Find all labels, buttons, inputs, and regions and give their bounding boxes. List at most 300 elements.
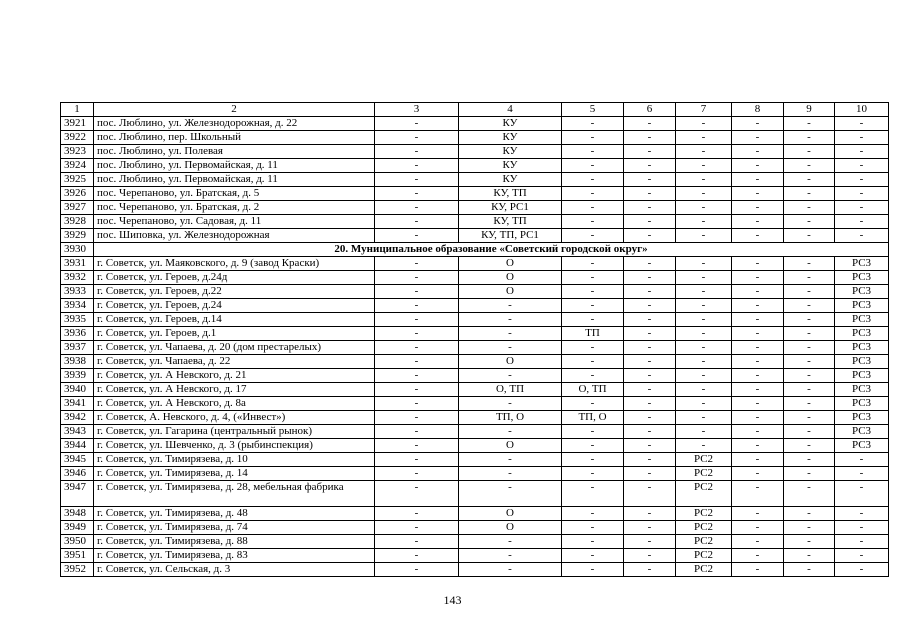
value-cell: -	[624, 257, 676, 271]
value-cell: -	[375, 187, 459, 201]
address-cell: пос. Черепаново, ул. Братская, д. 5	[94, 187, 375, 201]
address-cell: г. Советск, ул. Тимирязева, д. 74	[94, 521, 375, 535]
row-number-cell: 3948	[61, 507, 94, 521]
row-number-cell: 3930	[61, 243, 94, 257]
value-cell: О, ТП	[562, 383, 624, 397]
table-row	[61, 369, 889, 383]
value-cell: -	[835, 467, 889, 481]
value-cell: -	[732, 535, 784, 549]
value-cell: -	[835, 215, 889, 229]
value-cell: -	[375, 439, 459, 453]
value-cell: -	[375, 117, 459, 131]
value-cell: -	[624, 355, 676, 369]
value-cell: -	[732, 313, 784, 327]
value-cell: -	[732, 159, 784, 173]
value-cell: РС2	[676, 535, 732, 549]
table-row	[61, 285, 889, 299]
value-cell: -	[784, 187, 835, 201]
value-cell: -	[676, 257, 732, 271]
value-cell: -	[375, 271, 459, 285]
table-row	[61, 313, 889, 327]
row-number-cell: 3923	[61, 145, 94, 159]
value-cell: -	[624, 535, 676, 549]
value-cell: -	[624, 453, 676, 467]
value-cell: -	[459, 397, 562, 411]
value-cell: РС3	[835, 257, 889, 271]
value-cell: -	[732, 481, 784, 507]
value-cell: РС3	[835, 299, 889, 313]
value-cell: -	[835, 563, 889, 577]
value-cell: -	[784, 411, 835, 425]
value-cell: -	[784, 369, 835, 383]
value-cell: -	[562, 299, 624, 313]
value-cell: -	[732, 173, 784, 187]
value-cell: -	[562, 549, 624, 563]
table-row	[61, 439, 889, 453]
value-cell: -	[835, 535, 889, 549]
row-number-cell: 3943	[61, 425, 94, 439]
value-cell: -	[624, 369, 676, 383]
value-cell: РС2	[676, 563, 732, 577]
value-cell: -	[562, 159, 624, 173]
value-cell: О	[459, 355, 562, 369]
address-cell: г. Советск, ул. Сельская, д. 3	[94, 563, 375, 577]
table-row	[61, 425, 889, 439]
value-cell: -	[732, 285, 784, 299]
value-cell: -	[676, 187, 732, 201]
row-number-cell: 3942	[61, 411, 94, 425]
value-cell: -	[784, 563, 835, 577]
value-cell: -	[732, 439, 784, 453]
value-cell: -	[375, 355, 459, 369]
value-cell: -	[562, 397, 624, 411]
table-row	[61, 341, 889, 355]
value-cell: -	[732, 467, 784, 481]
value-cell: -	[624, 425, 676, 439]
value-cell: -	[676, 299, 732, 313]
value-cell: -	[676, 201, 732, 215]
row-number-cell: 3922	[61, 131, 94, 145]
value-cell: -	[375, 467, 459, 481]
value-cell: -	[562, 453, 624, 467]
address-cell: пос. Люблино, ул. Железнодорожная, д. 22	[94, 117, 375, 131]
address-cell: пос. Черепаново, ул. Садовая, д. 11	[94, 215, 375, 229]
value-cell: РС2	[676, 453, 732, 467]
value-cell: -	[375, 313, 459, 327]
table-row	[61, 131, 889, 145]
value-cell: -	[784, 507, 835, 521]
value-cell: О	[459, 507, 562, 521]
value-cell: -	[459, 549, 562, 563]
row-number-cell: 3938	[61, 355, 94, 369]
column-header: 2	[94, 103, 375, 117]
value-cell: -	[562, 425, 624, 439]
value-cell: -	[784, 481, 835, 507]
value-cell: -	[676, 439, 732, 453]
value-cell: -	[624, 467, 676, 481]
value-cell: РС2	[676, 521, 732, 535]
row-number-cell: 3925	[61, 173, 94, 187]
value-cell: РС2	[676, 549, 732, 563]
table-row	[61, 327, 889, 341]
value-cell: -	[624, 159, 676, 173]
value-cell: ТП, О	[562, 411, 624, 425]
value-cell: КУ	[459, 117, 562, 131]
value-cell: -	[624, 439, 676, 453]
value-cell: -	[562, 229, 624, 243]
value-cell: КУ, РС1	[459, 201, 562, 215]
value-cell: ТП, О	[459, 411, 562, 425]
column-header: 10	[835, 103, 889, 117]
address-cell: г. Советск, А. Невского, д. 4, («Инвест»)	[94, 411, 375, 425]
value-cell: -	[732, 131, 784, 145]
value-cell: -	[835, 507, 889, 521]
address-cell: г. Советск, ул. Героев, д.1	[94, 327, 375, 341]
value-cell: -	[562, 341, 624, 355]
value-cell: -	[784, 397, 835, 411]
address-cell: г. Советск, ул. Героев, д.22	[94, 285, 375, 299]
value-cell: -	[375, 285, 459, 299]
column-header: 1	[61, 103, 94, 117]
value-cell: -	[784, 229, 835, 243]
value-cell: -	[624, 145, 676, 159]
address-cell: г. Советск, ул. Тимирязева, д. 10	[94, 453, 375, 467]
value-cell: -	[562, 187, 624, 201]
table-row	[61, 187, 889, 201]
value-cell: -	[562, 215, 624, 229]
value-cell: -	[375, 521, 459, 535]
value-cell: О	[459, 257, 562, 271]
value-cell: -	[784, 327, 835, 341]
table-row	[61, 453, 889, 467]
value-cell: -	[732, 341, 784, 355]
value-cell: -	[624, 383, 676, 397]
value-cell: -	[732, 327, 784, 341]
address-cell: г. Советск, ул. А Невского, д. 8а	[94, 397, 375, 411]
column-header: 6	[624, 103, 676, 117]
value-cell: -	[784, 299, 835, 313]
value-cell: -	[676, 131, 732, 145]
row-number-cell: 3931	[61, 257, 94, 271]
value-cell: -	[784, 355, 835, 369]
value-cell: -	[375, 507, 459, 521]
value-cell: -	[459, 327, 562, 341]
value-cell: -	[676, 173, 732, 187]
row-number-cell: 3933	[61, 285, 94, 299]
value-cell: -	[624, 299, 676, 313]
address-cell: г. Советск, ул. Героев, д.24д	[94, 271, 375, 285]
value-cell: -	[676, 327, 732, 341]
value-cell: -	[732, 145, 784, 159]
value-cell: РС3	[835, 355, 889, 369]
table-row	[61, 355, 889, 369]
row-number-cell: 3949	[61, 521, 94, 535]
table-row	[61, 145, 889, 159]
value-cell: -	[459, 467, 562, 481]
value-cell: -	[835, 549, 889, 563]
address-cell: пос. Люблино, ул. Первомайская, д. 11	[94, 159, 375, 173]
value-cell: -	[562, 369, 624, 383]
table-row	[61, 549, 889, 563]
row-number-cell: 3946	[61, 467, 94, 481]
address-cell: г. Советск, ул. Тимирязева, д. 14	[94, 467, 375, 481]
value-cell: -	[562, 481, 624, 507]
value-cell: КУ	[459, 131, 562, 145]
table-row	[61, 383, 889, 397]
value-cell: -	[835, 131, 889, 145]
address-cell: г. Советск, ул. А Невского, д. 21	[94, 369, 375, 383]
value-cell: -	[784, 257, 835, 271]
value-cell: -	[676, 341, 732, 355]
value-cell: -	[676, 145, 732, 159]
value-cell: -	[676, 411, 732, 425]
value-cell: -	[562, 467, 624, 481]
value-cell: -	[676, 425, 732, 439]
value-cell: -	[562, 355, 624, 369]
value-cell: О	[459, 285, 562, 299]
value-cell: КУ, ТП	[459, 187, 562, 201]
value-cell: -	[624, 549, 676, 563]
row-number-cell: 3934	[61, 299, 94, 313]
value-cell: РС2	[676, 507, 732, 521]
address-cell: г. Советск, ул. Чапаева, д. 20 (дом престарелых)	[94, 341, 375, 355]
column-header: 5	[562, 103, 624, 117]
value-cell: -	[732, 453, 784, 467]
value-cell: -	[835, 481, 889, 507]
table-row	[61, 215, 889, 229]
value-cell: -	[624, 341, 676, 355]
value-cell: -	[835, 201, 889, 215]
value-cell: -	[732, 521, 784, 535]
value-cell: РС3	[835, 411, 889, 425]
value-cell: -	[676, 117, 732, 131]
value-cell: РС3	[835, 369, 889, 383]
value-cell: -	[375, 341, 459, 355]
value-cell: -	[375, 201, 459, 215]
table-row	[61, 521, 889, 535]
value-cell: -	[676, 397, 732, 411]
value-cell: РС3	[835, 285, 889, 299]
value-cell: О	[459, 271, 562, 285]
value-cell: -	[375, 299, 459, 313]
table-row	[61, 299, 889, 313]
address-cell: пос. Шиповка, ул. Железнодорожная	[94, 229, 375, 243]
value-cell: -	[835, 173, 889, 187]
value-cell: -	[375, 173, 459, 187]
table-row	[61, 173, 889, 187]
row-number-cell: 3940	[61, 383, 94, 397]
value-cell: -	[676, 159, 732, 173]
value-cell: -	[375, 549, 459, 563]
address-cell: г. Советск, ул. Тимирязева, д. 83	[94, 549, 375, 563]
value-cell: -	[732, 271, 784, 285]
row-number-cell: 3928	[61, 215, 94, 229]
value-cell: -	[459, 453, 562, 467]
value-cell: -	[676, 229, 732, 243]
value-cell: -	[624, 411, 676, 425]
address-cell: г. Советск, ул. А Невского, д. 17	[94, 383, 375, 397]
value-cell: -	[784, 341, 835, 355]
value-cell: -	[835, 159, 889, 173]
table-row	[61, 481, 889, 507]
value-cell: -	[676, 369, 732, 383]
value-cell: -	[459, 563, 562, 577]
value-cell: О	[459, 521, 562, 535]
value-cell: -	[375, 257, 459, 271]
value-cell: -	[375, 215, 459, 229]
header-row	[61, 103, 889, 117]
value-cell: КУ, ТП, РС1	[459, 229, 562, 243]
row-number-cell: 3941	[61, 397, 94, 411]
value-cell: -	[784, 145, 835, 159]
value-cell: -	[784, 131, 835, 145]
address-cell: г. Советск, ул. Тимирязева, д. 88	[94, 535, 375, 549]
value-cell: -	[732, 425, 784, 439]
value-cell: -	[375, 425, 459, 439]
address-cell: г. Советск, ул. Тимирязева, д. 48	[94, 507, 375, 521]
table-row	[61, 159, 889, 173]
value-cell: -	[784, 117, 835, 131]
value-cell: -	[732, 229, 784, 243]
value-cell: -	[624, 131, 676, 145]
value-cell: -	[375, 383, 459, 397]
value-cell: -	[732, 201, 784, 215]
value-cell: -	[732, 507, 784, 521]
value-cell: -	[562, 131, 624, 145]
row-number-cell: 3944	[61, 439, 94, 453]
table-row	[61, 201, 889, 215]
row-number-cell: 3932	[61, 271, 94, 285]
value-cell: -	[624, 229, 676, 243]
value-cell: -	[732, 117, 784, 131]
value-cell: -	[624, 285, 676, 299]
value-cell: -	[624, 563, 676, 577]
value-cell: -	[562, 521, 624, 535]
value-cell: -	[732, 563, 784, 577]
value-cell: РС3	[835, 313, 889, 327]
value-cell: РС3	[835, 327, 889, 341]
value-cell: -	[562, 439, 624, 453]
value-cell: КУ, ТП	[459, 215, 562, 229]
address-cell: г. Советск, ул. Чапаева, д. 22	[94, 355, 375, 369]
column-header: 8	[732, 103, 784, 117]
value-cell: -	[375, 563, 459, 577]
page-number: 143	[443, 593, 462, 607]
value-cell: -	[732, 383, 784, 397]
address-cell: г. Советск, ул. Героев, д.14	[94, 313, 375, 327]
value-cell: -	[624, 117, 676, 131]
value-cell: О, ТП	[459, 383, 562, 397]
table-row	[61, 467, 889, 481]
value-cell: -	[732, 397, 784, 411]
row-number-cell: 3939	[61, 369, 94, 383]
value-cell: РС3	[835, 397, 889, 411]
table-row	[61, 117, 889, 131]
value-cell: -	[624, 507, 676, 521]
value-cell: -	[375, 453, 459, 467]
value-cell: -	[784, 383, 835, 397]
value-cell: -	[562, 201, 624, 215]
value-cell: -	[784, 173, 835, 187]
value-cell: РС2	[676, 467, 732, 481]
value-cell: -	[784, 453, 835, 467]
row-number-cell: 3929	[61, 229, 94, 243]
value-cell: -	[375, 481, 459, 507]
value-cell: -	[676, 355, 732, 369]
value-cell: -	[624, 313, 676, 327]
section-row	[61, 243, 889, 257]
value-cell: -	[459, 425, 562, 439]
value-cell: -	[562, 271, 624, 285]
value-cell: -	[459, 341, 562, 355]
row-number-cell: 3924	[61, 159, 94, 173]
value-cell: ТП	[562, 327, 624, 341]
value-cell: -	[784, 285, 835, 299]
value-cell: -	[784, 467, 835, 481]
value-cell: -	[562, 173, 624, 187]
value-cell: -	[459, 369, 562, 383]
value-cell: -	[459, 299, 562, 313]
value-cell: -	[562, 257, 624, 271]
value-cell: -	[732, 257, 784, 271]
value-cell: -	[784, 521, 835, 535]
row-number-cell: 3936	[61, 327, 94, 341]
value-cell: -	[784, 439, 835, 453]
value-cell: -	[676, 285, 732, 299]
value-cell: -	[835, 117, 889, 131]
value-cell: -	[459, 313, 562, 327]
column-header: 3	[375, 103, 459, 117]
value-cell: -	[562, 535, 624, 549]
value-cell: -	[375, 131, 459, 145]
value-cell: -	[732, 187, 784, 201]
row-number-cell: 3937	[61, 341, 94, 355]
row-number-cell: 3935	[61, 313, 94, 327]
value-cell: -	[784, 271, 835, 285]
address-cell: г. Советск, ул. Тимирязева, д. 28, мебельная фабрика	[94, 481, 375, 507]
address-cell: пос. Люблино, ул. Полевая	[94, 145, 375, 159]
column-header: 7	[676, 103, 732, 117]
value-cell: -	[732, 299, 784, 313]
value-cell: РС3	[835, 341, 889, 355]
value-cell: -	[732, 355, 784, 369]
value-cell: -	[562, 117, 624, 131]
value-cell: -	[732, 369, 784, 383]
value-cell: -	[732, 215, 784, 229]
table-row	[61, 507, 889, 521]
value-cell: -	[459, 535, 562, 549]
value-cell: -	[784, 215, 835, 229]
value-cell: -	[375, 411, 459, 425]
table-row	[61, 229, 889, 243]
value-cell: -	[375, 229, 459, 243]
value-cell: -	[835, 187, 889, 201]
value-cell: -	[784, 201, 835, 215]
value-cell: -	[624, 215, 676, 229]
section-title: 20. Муниципальное образование «Советский городской округ»	[94, 243, 889, 257]
value-cell: -	[784, 535, 835, 549]
value-cell: -	[624, 327, 676, 341]
table-row	[61, 563, 889, 577]
column-header: 9	[784, 103, 835, 117]
value-cell: -	[732, 549, 784, 563]
value-cell: -	[562, 507, 624, 521]
value-cell: -	[676, 313, 732, 327]
value-cell: -	[676, 383, 732, 397]
table-row	[61, 535, 889, 549]
value-cell: -	[375, 159, 459, 173]
value-cell: -	[562, 563, 624, 577]
